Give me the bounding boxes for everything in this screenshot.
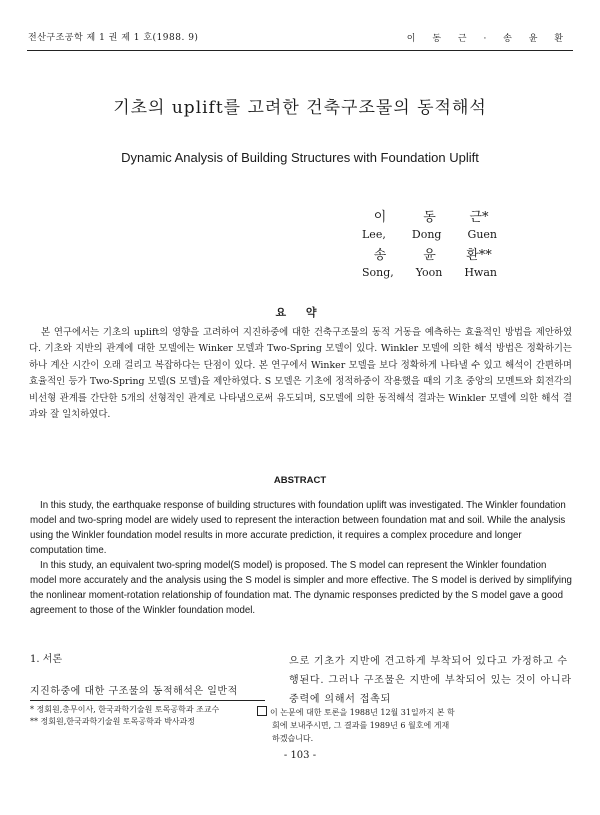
author-2	[362, 244, 497, 279]
author-1-english-name	[362, 228, 497, 241]
footnote-line: 이 논문에 대한 토론을 1988년 12월 31일까지 본 학	[270, 708, 455, 717]
author-1	[362, 206, 497, 241]
name-part: Dong	[411, 228, 442, 241]
header-rule	[27, 50, 573, 51]
title-english: Dynamic Analysis of Building Structures with Foundation Uplift	[121, 150, 479, 165]
author-1-korean-name	[362, 206, 497, 225]
abstract-heading: ABSTRACT	[273, 475, 327, 486]
right-column: 으로 기초가 지반에 견고하게 부착되어 있다고 가정하고 수행된다. 그러나 구조물은 지반에 부착되어 있는 것이 아니라 중력에 의해서 접촉되	[289, 656, 572, 705]
korean-abstract-heading: 요 약	[275, 306, 325, 319]
korean-abstract-paragraph: 본 연구에서는 기초의 uplift의 영향을 고려하여 지진하중에 대한 건축구조물의 동적 거동을 예측하는 효율적인 방법을 제안하였다. 기초와 지반의 관계에 대한 모델에는 Winker 모델과 Two-Spring 모델이 있다. Winkler 모델에 의한 해석 방법은 정확하기는 하나 계산 시간이 오래 걸리고 복잡하다는 단점이 있다. 본 연구에서 Winker 모델을 보다 정확하게 나타낼 수 있고 해석이 간편하며 효율적인 등가 Two-Spring 모델(S 모델)을 제안하였다. S 모델은 기초에 정적하중이 작용했을 때의 기초 중앙의 모멘트와 회전각의 비선형 관계를 간단한 5개의 선형적인 관계로 나타냄으로써 유도되며, S모델에 의한 동적해석 결과는 Winkler 모델에 의한 해석 결과와 잘 일치하였다.	[29, 327, 572, 421]
name-part: 송	[373, 248, 387, 263]
name-part: 이	[373, 210, 387, 225]
english-abstract	[30, 498, 572, 618]
english-abstract-paragraph-2: In this study, an equivalent two-spring model(S model) is proposed. The S model can represent the Winkler foundation model more accurately and the analysis using the S model is simpler and more effective. The S model is derived by simplifying the nonlinear moment-rotation relationship of foundation mat. The dynamic responses predicted by the S model gave a good agreement to those of the Winkler foundation model.	[30, 560, 572, 616]
section-title: 1. 서론	[30, 654, 63, 665]
name-part: 환**	[466, 248, 492, 263]
korean-abstract	[29, 325, 572, 423]
journal-header: 전산구조공학 제 1 권 제 1 호(1988. 9)	[28, 33, 199, 43]
author-2-korean-name	[362, 244, 497, 263]
name-part: 동	[423, 210, 436, 225]
name-part: 근*	[469, 210, 489, 225]
running-authors: 이 동 근 · 송 윤 환	[406, 34, 570, 44]
footnote-author-2: ** 정회원,한국과학기술원 토목공학과 박사과정	[30, 717, 196, 726]
page-number: - 103 -	[283, 750, 317, 761]
name-part: Lee,	[362, 228, 386, 241]
section-body-left: 지진하중에 대한 구조물의 동적해석은 일반적	[30, 686, 238, 697]
name-part: Hwan	[464, 266, 497, 279]
footnote-line: 회에 보내주시면, 그 결과를 1989년 6 월호에 게재	[272, 721, 450, 730]
english-abstract-paragraph-1: In this study, the earthquake response of building structures with foundation uplift was investigated. The Winkler foundation model and two-spring model are widely used to represent the interaction between foundation mat and soil. While the analysis using the Winkler foundation model results in more accurate prediction, it requires a complex procedure and longer computation time.	[30, 500, 566, 556]
title-korean: 기초의 uplift를 고려한 건축구조물의 동적해석	[113, 98, 487, 118]
name-part: Yoon	[415, 266, 443, 279]
footnote-rule	[30, 700, 265, 701]
checkbox-icon	[257, 706, 267, 716]
author-affiliation-footnotes	[30, 704, 219, 728]
footnote-line: 하겠습니다.	[272, 734, 314, 743]
footnote-author-1: * 정회원,총무이사, 한국과학기술원 토목공학과 조교수	[30, 705, 220, 714]
name-part: Guen	[467, 228, 497, 241]
name-part: Song,	[362, 266, 394, 279]
name-part: 윤	[423, 248, 436, 263]
left-column	[30, 650, 270, 697]
author-2-english-name	[362, 266, 497, 279]
discussion-footnote	[257, 706, 557, 745]
